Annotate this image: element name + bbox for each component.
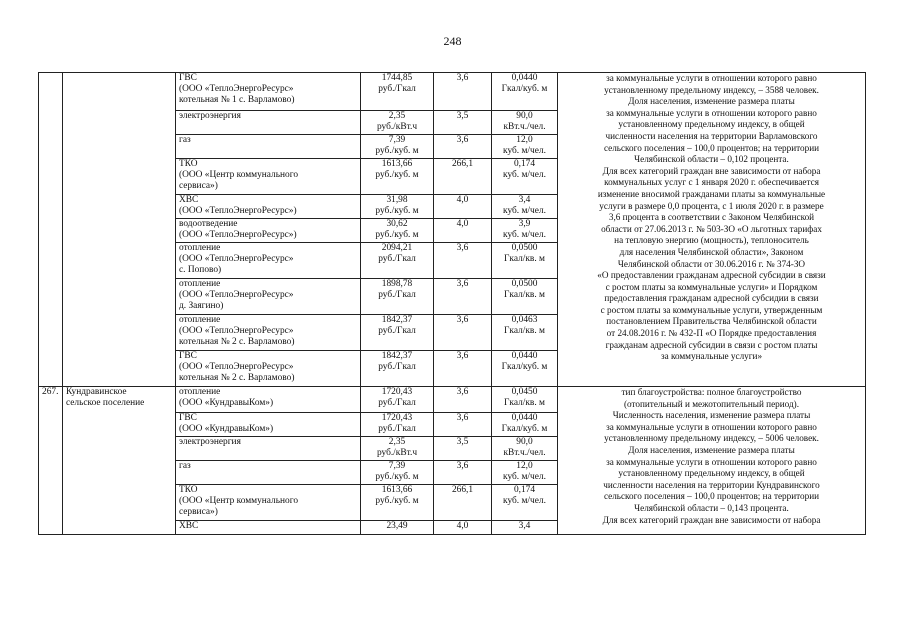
norm-cell: 0,0440 Гкал/куб. м xyxy=(492,413,558,437)
tariff-cell: 1898,78 руб./Гкал xyxy=(361,279,434,315)
index-cell: 3,6 xyxy=(434,461,492,485)
tariff-cell: 23,49 xyxy=(361,521,434,535)
row-number-cell xyxy=(39,73,63,387)
norm-cell: 0,0500 Гкал/кв. м xyxy=(492,243,558,279)
norm-cell: 3,4 xyxy=(492,521,558,535)
norm-cell: 0,174 куб. м/чел. xyxy=(492,159,558,195)
norm-cell: 3,4 куб. м/чел. xyxy=(492,195,558,219)
tariff-cell: 2,35 руб./кВт.ч xyxy=(361,111,434,135)
index-cell: 3,5 xyxy=(434,111,492,135)
settlement-cell xyxy=(63,73,176,387)
tariff-cell: 1613,66 руб./куб. м xyxy=(361,485,434,521)
tariff-cell: 31,98 руб./куб. м xyxy=(361,195,434,219)
row-number-cell: 267. xyxy=(39,387,63,535)
service-cell: водоотведение (ООО «ТеплоЭнергоРесурс») xyxy=(176,219,361,243)
index-cell: 3,6 xyxy=(434,413,492,437)
table-row xyxy=(39,73,866,111)
index-cell: 3,6 xyxy=(434,135,492,159)
index-cell: 3,6 xyxy=(434,351,492,387)
index-cell: 3,6 xyxy=(434,73,492,111)
norm-cell: 12,0 куб. м/чел. xyxy=(492,461,558,485)
service-cell: ГВС (ООО «КундравыКом») xyxy=(176,413,361,437)
tariff-table xyxy=(38,72,866,535)
index-cell: 3,5 xyxy=(434,437,492,461)
norm-cell: 90,0 кВт.ч./чел. xyxy=(492,437,558,461)
service-cell: ХВС xyxy=(176,521,361,535)
index-cell: 4,0 xyxy=(434,195,492,219)
norm-cell: 0,0500 Гкал/кв. м xyxy=(492,279,558,315)
tariff-cell: 1720,43 руб./Гкал xyxy=(361,413,434,437)
tariff-cell: 1842,37 руб./Гкал xyxy=(361,351,434,387)
norm-cell: 90,0 кВт.ч./чел. xyxy=(492,111,558,135)
service-cell: ГВС (ООО «ТеплоЭнергоРесурс» котельная № 2 с. Варламово) xyxy=(176,351,361,387)
description-cell: тип благоустройства: полное благоустройство (отопительный и межотопительный период). Численность населения, изменение размера платы за коммунальные услуги в отношении которого равно установленному предельному индексу, – 5006 человек. Доля населения, изменение размера платы за коммунальные услуги в отношении которого равно установленному предельному индексу, в общей численности населения на территории Кундравинского сельского поселения – 100,0 процентов; на территории Челябинской области – 0,143 процента. Для всех категорий граждан вне зависимости от набора xyxy=(558,387,866,535)
service-cell: отопление (ООО «ТеплоЭнергоРесурс» с. Попово) xyxy=(176,243,361,279)
index-cell: 4,0 xyxy=(434,219,492,243)
service-cell: отопление (ООО «КундравыКом») xyxy=(176,387,361,413)
tariff-cell: 7,39 руб./куб. м xyxy=(361,135,434,159)
settlement-cell: Кундравинское сельское поселение xyxy=(63,387,176,535)
service-cell: ХВС (ООО «ТеплоЭнергоРесурс») xyxy=(176,195,361,219)
norm-cell: 12,0 куб. м/чел. xyxy=(492,135,558,159)
tariff-cell: 7,39 руб./куб. м xyxy=(361,461,434,485)
service-cell: электроэнергия xyxy=(176,111,361,135)
tariff-cell: 2094,21 руб./Гкал xyxy=(361,243,434,279)
tariff-cell: 1744,85 руб./Гкал xyxy=(361,73,434,111)
index-cell: 3,6 xyxy=(434,315,492,351)
norm-cell: 0,0450 Гкал/кв. м xyxy=(492,387,558,413)
service-cell: отопление (ООО «ТеплоЭнергоРесурс» котельная № 2 с. Варламово) xyxy=(176,315,361,351)
tariff-cell: 2,35 руб./кВт.ч xyxy=(361,437,434,461)
norm-cell: 3,9 куб. м/чел. xyxy=(492,219,558,243)
norm-cell: 0,174 куб. м/чел. xyxy=(492,485,558,521)
service-cell: ТКО (ООО «Центр коммунального сервиса») xyxy=(176,485,361,521)
service-cell: газ xyxy=(176,461,361,485)
norm-cell: 0,0463 Гкал/кв. м xyxy=(492,315,558,351)
index-cell: 3,6 xyxy=(434,243,492,279)
service-cell: отопление (ООО «ТеплоЭнергоРесурс» д. Заягино) xyxy=(176,279,361,315)
index-cell: 266,1 xyxy=(434,159,492,195)
tariff-cell: 30,62 руб./куб. м xyxy=(361,219,434,243)
page-number: 248 xyxy=(443,34,462,48)
service-cell: ТКО (ООО «Центр коммунального сервиса») xyxy=(176,159,361,195)
index-cell: 266,1 xyxy=(434,485,492,521)
service-cell: газ xyxy=(176,135,361,159)
index-cell: 3,6 xyxy=(434,387,492,413)
index-cell: 3,6 xyxy=(434,279,492,315)
tariff-cell: 1720,43 руб./Гкал xyxy=(361,387,434,413)
norm-cell: 0,0440 Гкал/куб. м xyxy=(492,73,558,111)
norm-cell: 0,0440 Гкал/куб. м xyxy=(492,351,558,387)
index-cell: 4,0 xyxy=(434,521,492,535)
tariff-cell: 1842,37 руб./Гкал xyxy=(361,315,434,351)
service-cell: электроэнергия xyxy=(176,437,361,461)
tariff-cell: 1613,66 руб./куб. м xyxy=(361,159,434,195)
description-cell: за коммунальные услуги в отношении которого равно установленному предельному индексу, – 3588 человек. Доля населения, изменение размера платы за коммунальные услуги в отношении которого равно установленному предельному индексу, в общей численности населения на территории Варламовского сельского поселения – 100,0 процентов; на территории Челябинской области – 0,102 процента. Для всех категорий граждан вне зависимости от набора коммунальных услуг с 1 января 2020 г. обеспечивается изменение вносимой гражданами платы за коммунальные услуги в размере 0,0 процента, с 1 июля 2020 г. в размере 3,6 процента в соответствии с Законом Челябинской области от 27.06.2013 г. № 503-ЗО «О льготных тарифах на тепловую энергию (мощность), теплоноситель для населения Челябинской области», Законом Челябинской области от 30.06.2016 г. № 374-ЗО «О предоставлении гражданам адресной субсидии в связи с ростом платы за коммунальные услуги» и Порядком предоставления гражданам адресной субсидии в связи с ростом платы за коммунальные услуги, утвержденным постановлением Правительства Челябинской области от 24.08.2016 г. № 432-П «О Порядке предоставления гражданам адресной субсидии в связи с ростом платы за коммунальные услуги» xyxy=(558,73,866,387)
table-row xyxy=(39,387,866,413)
service-cell: ГВС (ООО «ТеплоЭнергоРесурс» котельная № 1 с. Варламово) xyxy=(176,73,361,111)
